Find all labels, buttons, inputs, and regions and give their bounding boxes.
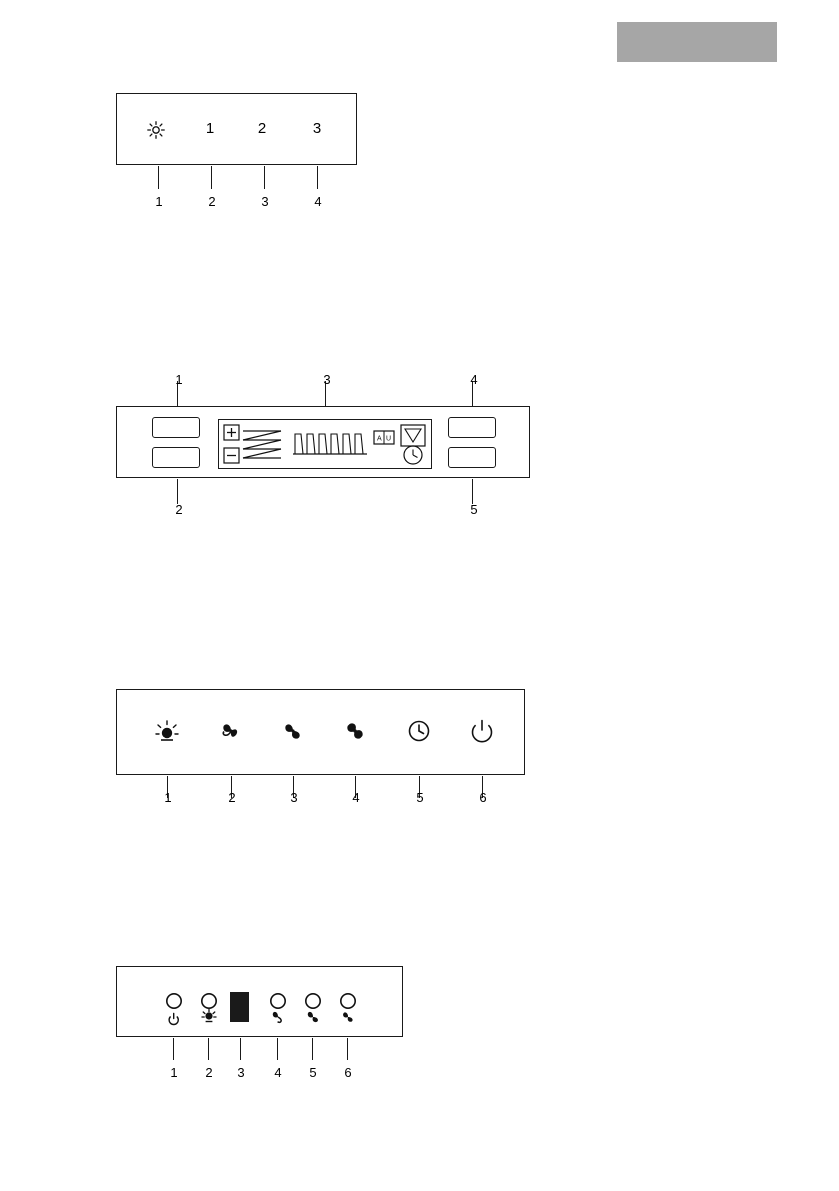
figure-4-callout-4: 4 <box>274 1065 282 1080</box>
figure-1-leader-3 <box>264 166 265 189</box>
light-icon[interactable] <box>152 716 182 746</box>
figure-2-callout-1: 1 <box>175 372 183 387</box>
figure-2-leader-5 <box>472 479 473 504</box>
figure-1-key-label-1[interactable]: 1 <box>205 120 215 137</box>
svg-text:U: U <box>386 435 392 443</box>
fan-speed-1-icon[interactable] <box>265 991 291 1025</box>
figure-4-callout-6: 6 <box>344 1065 352 1080</box>
figure-4-leader-6 <box>347 1038 348 1060</box>
figure-1-callout-3: 3 <box>261 194 269 209</box>
fan-speed-3-icon[interactable] <box>340 716 370 746</box>
figure-4-leader-3 <box>240 1038 241 1060</box>
figure-3-callout-4: 4 <box>352 790 360 805</box>
figure-1-key-label-2[interactable]: 2 <box>257 120 267 137</box>
figure-4-leader-4 <box>277 1038 278 1060</box>
figure-4-leader-5 <box>312 1038 313 1060</box>
figure-3-callout-2: 2 <box>228 790 236 805</box>
figure-1-callout-1: 1 <box>155 194 163 209</box>
figure-3-callout-3: 3 <box>290 790 298 805</box>
light-icon[interactable] <box>196 991 222 1025</box>
figure-1-leader-4 <box>317 166 318 189</box>
figure-1-callout-2: 2 <box>208 194 216 209</box>
figure-4-leader-1 <box>173 1038 174 1060</box>
fan-speed-2-icon[interactable] <box>278 716 308 746</box>
display-block <box>230 992 249 1022</box>
figure-4-callout-1: 1 <box>170 1065 178 1080</box>
display-graphics <box>219 420 433 470</box>
fan-speed-2-icon[interactable] <box>300 991 326 1025</box>
power-icon[interactable] <box>467 716 497 746</box>
figure-4-callout-3: 3 <box>237 1065 245 1080</box>
figure-2-leader-2 <box>177 479 178 504</box>
figure-3-callout-5: 5 <box>416 790 424 805</box>
figure-2-button-bottom-left[interactable] <box>152 447 200 468</box>
figure-2-button-top-right[interactable] <box>448 417 496 438</box>
figure-1-leader-2 <box>211 166 212 189</box>
figure-2-callout-2: 2 <box>175 502 183 517</box>
power-icon[interactable] <box>161 991 187 1025</box>
header-grey-block <box>617 22 777 62</box>
figure-4-callout-5: 5 <box>309 1065 317 1080</box>
figure-2-button-bottom-right[interactable] <box>448 447 496 468</box>
figure-2-callout-4: 4 <box>470 372 478 387</box>
fan-speed-3-icon[interactable] <box>335 991 361 1025</box>
svg-text:A: A <box>377 435 382 443</box>
figure-4-callout-2: 2 <box>205 1065 213 1080</box>
figure-3-callout-1: 1 <box>164 790 172 805</box>
fan-speed-1-icon[interactable] <box>216 716 246 746</box>
figure-2-button-top-left[interactable] <box>152 417 200 438</box>
figure-3-callout-6: 6 <box>479 790 487 805</box>
figure-1-callout-4: 4 <box>314 194 322 209</box>
figure-2-callout-5: 5 <box>470 502 478 517</box>
figure-1-key-label-3[interactable]: 3 <box>312 120 322 137</box>
light-icon[interactable] <box>147 121 171 139</box>
figure-4-leader-2 <box>208 1038 209 1060</box>
figure-2-callout-3: 3 <box>323 372 331 387</box>
timer-icon[interactable] <box>404 716 434 746</box>
figure-2-display <box>218 419 432 469</box>
figure-1-leader-1 <box>158 166 159 189</box>
